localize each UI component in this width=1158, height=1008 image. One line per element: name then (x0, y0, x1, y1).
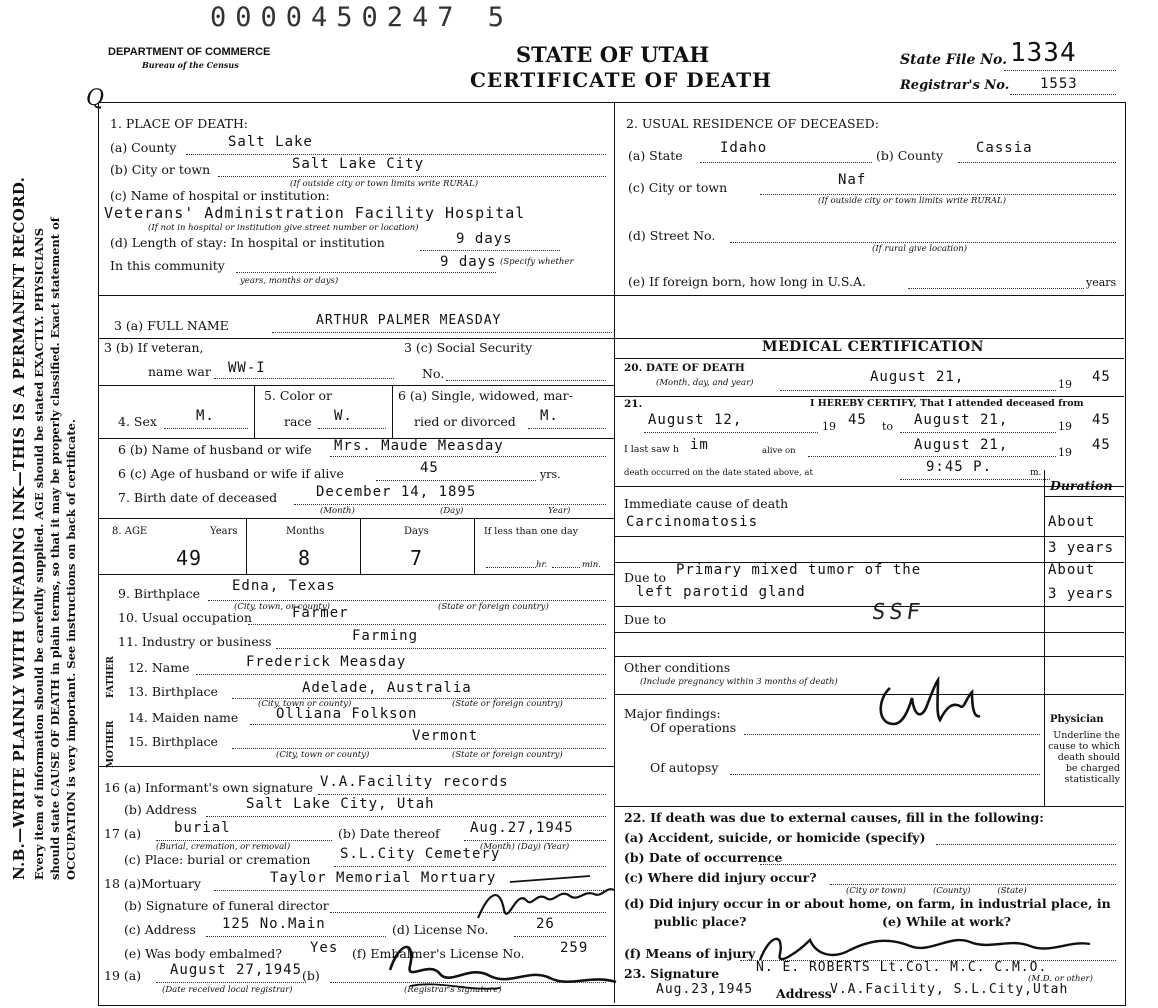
disposition-value: burial (174, 820, 231, 836)
disposition-label: 17 (a) (104, 826, 142, 841)
hospital-note: (If not in hospital or institution give street number or location) (148, 223, 419, 233)
father-tag: FATHER (106, 656, 116, 698)
last-saw-him: im (690, 437, 709, 453)
marital-value: M. (540, 408, 559, 424)
dod-note: (Month, day, and year) (656, 378, 754, 388)
margin-mark: Q (86, 86, 105, 111)
immediate-cause-value: Carcinomatosis (626, 514, 759, 530)
res-county-value: Cassia (976, 140, 1033, 156)
occurrence-label: (b) Date of occurrence (624, 850, 783, 865)
attended-from-year-value: 45 (848, 412, 867, 428)
received-label: 19 (a) (104, 968, 142, 983)
death-county-label: (a) County (110, 140, 177, 155)
last-saw-label: I last saw h (624, 444, 679, 455)
foreign-years-label: years (1086, 276, 1117, 289)
received-b-label: (b) (302, 968, 320, 983)
res-street-label: (d) Street No. (628, 228, 716, 243)
mortuary-label: 18 (a)Mortuary (104, 876, 201, 891)
spouse-age-value: 45 (420, 460, 439, 476)
state-file-label: State File No. (900, 52, 1008, 68)
war-value: WW-I (228, 360, 266, 376)
birth-year-note: Year) (548, 506, 571, 516)
color-label: 5. Color or (264, 388, 332, 403)
signature-value: N. E. ROBERTS Lt.Col. M.C. C.M.O. (756, 960, 1048, 975)
age-years-value: 49 (176, 546, 203, 570)
alive-on-label: alive on (762, 446, 796, 456)
state-file-number: 1334 (1010, 38, 1077, 68)
birth-month-note: (Month) (320, 506, 355, 516)
spouse-age-label: 6 (c) Age of husband or wife if alive (118, 466, 344, 481)
registrar-number: 1553 (1040, 76, 1078, 92)
spouse-label: 6 (b) Name of husband or wife (118, 442, 312, 457)
last-saw-year-value: 45 (1092, 437, 1111, 453)
due-to-value: Primary mixed tumor of the (676, 562, 922, 578)
hospital-label: (c) Name of hospital or institution: (110, 188, 330, 203)
disposition-date-note: (Month) (Day) (Year) (480, 842, 570, 852)
min-label: min. (582, 560, 601, 570)
mortuary-value: Taylor Memorial Mortuary (270, 870, 497, 886)
due-to-value-2: left parotid gland (636, 584, 806, 600)
attended-from-value: August 12, (648, 412, 743, 428)
disposition-note: (Burial, cremation, or removal) (156, 842, 291, 852)
foreign-born-label: (e) If foreign born, how long in U.S.A. (628, 274, 866, 289)
stay-value: 9 days (456, 231, 513, 247)
attended-to-value: August 21, (914, 412, 1009, 428)
external-causes-label: 22. If death was due to external causes, fill in the following: (624, 810, 1044, 825)
res-street-note: (If rural give location) (872, 244, 968, 254)
mother-bp-state-note: (State or foreign country) (452, 750, 563, 760)
community-value: 9 days (440, 254, 497, 270)
attended-from-19: 19 (822, 420, 836, 433)
serial-number: 0000450247 5 (210, 2, 514, 33)
age-days-label: Days (404, 526, 429, 537)
age-days-value: 7 (410, 546, 424, 570)
where-note: (City or town) (County) (State) (846, 886, 1027, 896)
medical-heading: MEDICAL CERTIFICATION (762, 339, 984, 355)
signature-note: (M.D. or other) (1028, 974, 1093, 984)
industry-label: 11. Industry or business (118, 634, 272, 649)
war-label: name war (148, 364, 211, 379)
father-name-label: 12. Name (128, 660, 190, 675)
race-label: race (284, 414, 312, 429)
death-county-value: Salt Lake (228, 134, 313, 150)
res-city-value: Naf (838, 172, 867, 188)
informant-sig-value: V.A.Facility records (320, 774, 509, 790)
immediate-duration-value-2: 3 years (1048, 540, 1115, 556)
at-work-label: (e) While at work? (882, 914, 1011, 929)
where-label: (c) Where did injury occur? (624, 870, 817, 885)
res-county-label: (b) County (876, 148, 944, 163)
death-city-note: (If outside city or town limits write RURAL) (290, 179, 479, 189)
mother-birthplace-value: Vermont (412, 728, 479, 744)
sidebar-instruction-2: Every item of information should be carefully supplied. AGE should be stated EXACTLY. PHYSICIANS (32, 227, 46, 880)
disposition-date-label: (b) Date thereof (338, 826, 440, 841)
industry-value: Farming (352, 628, 419, 644)
specify-note-2: years, months or days) (240, 276, 339, 286)
disposition-place-label: (c) Place: burial or cremation (124, 852, 311, 867)
birth-day-note: (Day) (440, 506, 464, 516)
mortuary-addr-value: 125 No.Main (222, 916, 326, 932)
informant-sig-label: 16 (a) Informant's own signature (104, 780, 313, 795)
registrar-label: Registrar's No. (900, 78, 1010, 93)
place-of-death-heading: 1. PLACE OF DEATH: (110, 116, 249, 131)
bureau-label: Bureau of the Census (142, 60, 239, 70)
informant-addr-label: (b) Address (124, 802, 197, 817)
dod-value: August 21, (870, 369, 965, 385)
res-state-label: (a) State (628, 148, 683, 163)
last-saw-19: 19 (1058, 446, 1072, 459)
signature-label: 23. Signature (624, 966, 720, 981)
home-label: (d) Did injury occur in or about home, on farm, in industrial place, in (624, 896, 1111, 911)
signature-address-label: Address (776, 986, 832, 1001)
immediate-cause-label: Immediate cause of death (624, 496, 789, 511)
veteran-label: 3 (b) If veteran, (104, 340, 204, 355)
residence-heading: 2. USUAL RESIDENCE OF DECEASED: (626, 116, 879, 131)
full-name-value: ARTHUR PALMER MEASDAY (316, 313, 502, 328)
certify-number: 21. (624, 398, 643, 410)
dod-19-label: 19 (1058, 378, 1072, 391)
attended-to-19: 19 (1058, 420, 1072, 433)
certificate-title: CERTIFICATE OF DEATH (470, 68, 773, 92)
res-city-label: (c) City or town (628, 180, 728, 195)
registrar-sig-note: (Registrar's signature) (404, 985, 502, 995)
occupation-label: 10. Usual occupation (118, 610, 252, 625)
res-state-value: Idaho (720, 140, 768, 156)
father-birthplace-value: Adelade, Australia (302, 680, 472, 696)
birth-date-value: December 14, 1895 (316, 484, 477, 500)
license-value: 26 (536, 916, 555, 932)
stay-label: (d) Length of stay: In hospital or institution (110, 235, 385, 250)
other-conditions-label: Other conditions (624, 660, 731, 675)
physician-note: Underline the cause to which death should be charged statistically (1048, 730, 1120, 785)
attended-to-label: to (882, 420, 894, 433)
embalmer-license-value: 259 (560, 940, 589, 956)
lt-day-label: If less than one day (484, 526, 579, 537)
father-bp-state-note: (State or foreign country) (452, 699, 563, 709)
sex-value: M. (196, 408, 215, 424)
autopsy-label: Of autopsy (650, 760, 719, 775)
embalmed-label: (e) Was body embalmed? (124, 946, 282, 961)
due-to-duration-value: About (1048, 562, 1096, 578)
due-to-label-2: Due to (624, 612, 666, 627)
birthplace-label: 9. Birthplace (118, 586, 200, 601)
age-years-label: Years (210, 526, 238, 537)
mother-bp-city-note: (City, town or county) (276, 750, 370, 760)
dod-year-value: 45 (1092, 369, 1111, 385)
occupation-value: Farmer (292, 605, 349, 621)
specify-note: (Specify whether (500, 257, 574, 267)
race-value: W. (334, 408, 353, 424)
disposition-place-value: S.L.City Cemetery (340, 846, 501, 862)
public-place-label: public place? (654, 914, 747, 929)
state-title: STATE OF UTAH (516, 42, 710, 67)
operations-label: Of operations (650, 720, 737, 735)
ss-no-label: No. (422, 366, 445, 381)
physician-label: Physician (1050, 714, 1104, 725)
accident-label: (a) Accident, suicide, or homicide (specify) (624, 830, 926, 845)
time-m-label: m. (1030, 468, 1042, 478)
death-city-label: (b) City or town (110, 162, 211, 177)
hr-label: hr. (536, 560, 548, 570)
yrs-label: yrs. (540, 468, 561, 481)
sidebar-instruction-1: N.B.—WRITE PLAINLY WITH UNFADING INK—THIS IS A PERMANENT RECORD. (10, 176, 28, 880)
mother-tag: MOTHER (106, 720, 116, 768)
license-label: (d) License No. (392, 922, 489, 937)
birth-date-label: 7. Birth date of deceased (118, 490, 278, 505)
mother-name-value: Olliana Folkson (276, 706, 418, 722)
certify-text: I HEREBY CERTIFY, That I attended deceased from (810, 398, 1084, 409)
sidebar-instruction-4: OCCUPATION is very important. See instructions on back of certificate. (64, 419, 78, 880)
full-name-label: 3 (a) FULL NAME (114, 318, 229, 333)
age-label: 8. AGE (112, 526, 148, 537)
last-saw-value: August 21, (914, 437, 1009, 453)
signature-date-value: Aug.23,1945 (656, 982, 754, 997)
other-conditions-note: (Include pregnancy within 3 months of death) (640, 677, 838, 687)
mother-name-label: 14. Maiden name (128, 710, 239, 725)
birthplace-state-note: (State or foreign country) (438, 602, 549, 612)
due-to-duration-value-2: 3 years (1048, 586, 1115, 602)
age-months-value: 8 (298, 546, 312, 570)
time-value: 9:45 P. (926, 459, 993, 475)
death-city-value: Salt Lake City (292, 156, 425, 172)
sidebar-instruction-3: should state CAUSE OF DEATH in plain terms, so that it may be properly classified. Exact statement of (48, 217, 62, 880)
marital-label: 6 (a) Single, widowed, mar- (398, 388, 573, 403)
father-birthplace-label: 13. Birthplace (128, 684, 218, 699)
embalmed-value: Yes (310, 940, 339, 956)
department-label: DEPARTMENT OF COMMERCE (108, 46, 271, 58)
sex-label: 4. Sex (118, 414, 157, 429)
father-bp-city-note: (City, town or county) (258, 699, 352, 709)
duration-label: Duration (1050, 478, 1113, 493)
ss-label: 3 (c) Social Security (404, 340, 533, 355)
birthplace-value: Edna, Texas (232, 578, 336, 594)
marital-label-2: ried or divorced (414, 414, 516, 429)
community-label: In this community (110, 258, 225, 273)
received-note: (Date received local registrar) (162, 985, 293, 995)
received-value: August 27,1945 (170, 962, 303, 978)
age-months-label: Months (286, 526, 325, 537)
occurred-label: death occurred on the date stated above, at (624, 468, 813, 478)
birthplace-city-note: (City, town, or county) (234, 602, 330, 612)
due-to-label: Due to (624, 570, 666, 585)
immediate-duration-value: About (1048, 514, 1096, 530)
father-name-value: Frederick Measday (246, 654, 407, 670)
mother-birthplace-label: 15. Birthplace (128, 734, 218, 749)
means-label: (f) Means of injury (624, 946, 756, 961)
informant-addr-value: Salt Lake City, Utah (246, 796, 435, 812)
attended-to-year-value: 45 (1092, 412, 1111, 428)
major-findings-label: Major findings: (624, 706, 721, 721)
spouse-value: Mrs. Maude Measday (334, 438, 504, 454)
res-city-note: (If outside city or town limits write RURAL) (818, 196, 1007, 206)
director-sig-label: (b) Signature of funeral director (124, 898, 329, 913)
hospital-value: Veterans' Administration Facility Hospital (104, 204, 526, 222)
signature-address-value: V.A.Facility, S.L.City,Utah (830, 982, 1069, 997)
embalmer-license-label: (f) Embalmer's License No. (352, 946, 525, 961)
ssf-annotation: SSF (870, 600, 926, 625)
dod-label: 20. DATE OF DEATH (624, 362, 745, 374)
disposition-date-value: Aug.27,1945 (470, 820, 574, 836)
mortuary-addr-label: (c) Address (124, 922, 196, 937)
